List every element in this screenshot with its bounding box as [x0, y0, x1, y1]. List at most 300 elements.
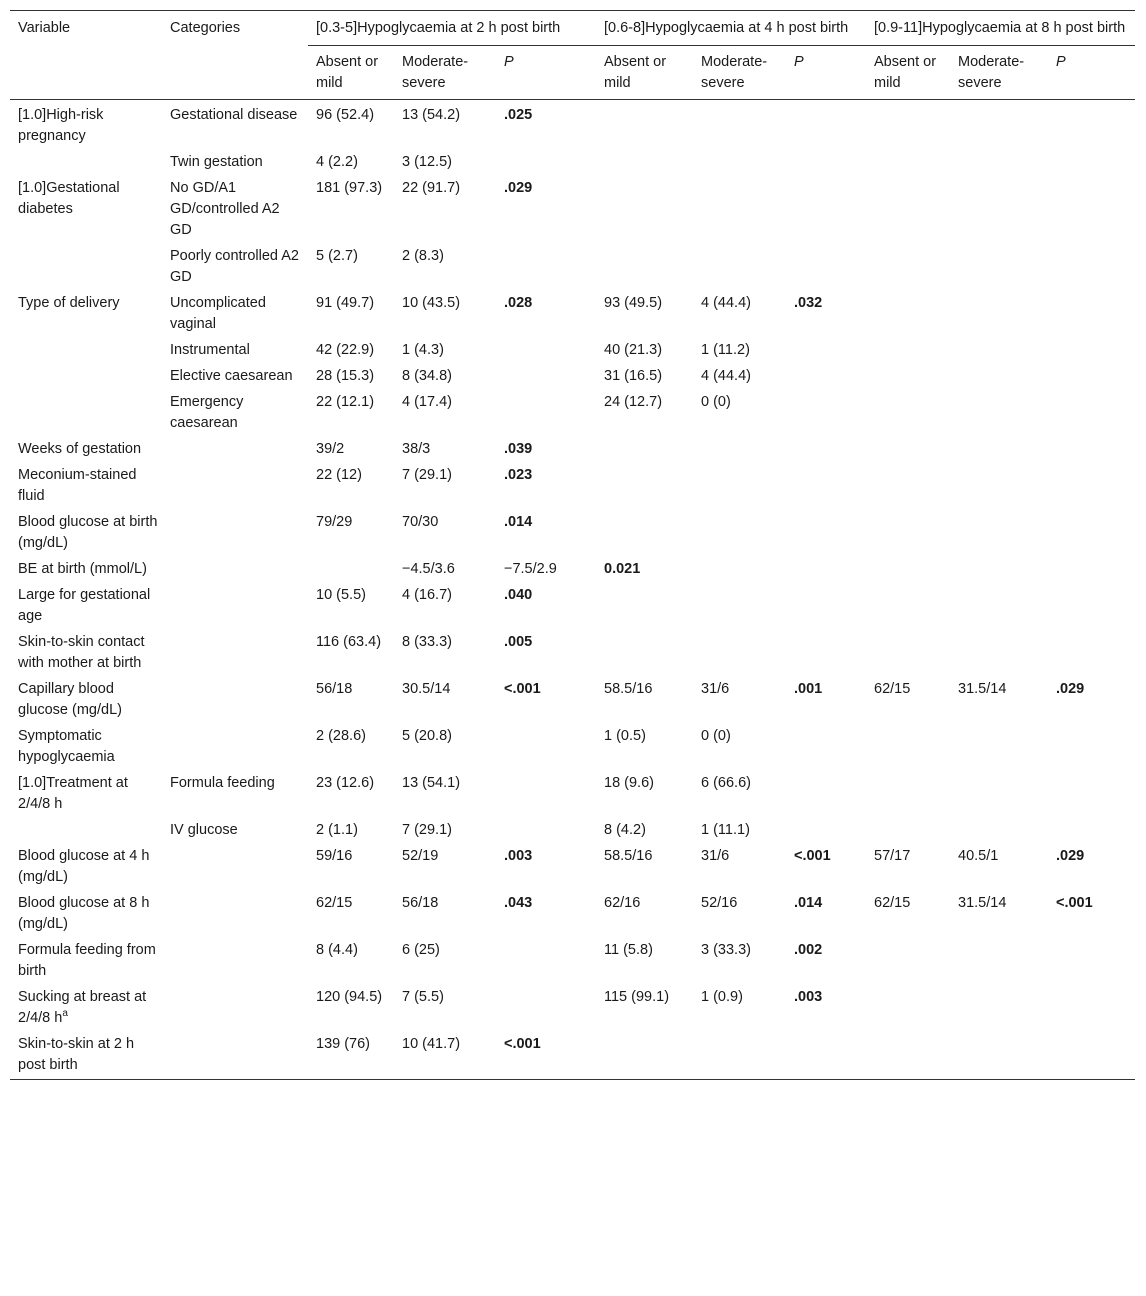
- cell-variable-text: Skin-to-skin contact with mother at birth: [18, 634, 145, 671]
- cell-moderate-4h: [693, 335, 786, 361]
- cell-moderate-2h: [394, 460, 496, 507]
- cell-moderate-2h-text: 8 (33.3): [402, 634, 452, 650]
- cell-variable-text: Capillary blood glucose (mg/dL): [18, 681, 122, 718]
- table-row: [10, 815, 1135, 841]
- cell-category-text: Twin gestation: [170, 154, 263, 170]
- cell-p-4h: [786, 434, 866, 460]
- cell-absent-2h: [308, 147, 394, 173]
- cell-moderate-2h-text: −4.5/3.6: [402, 561, 455, 577]
- cell-p-4h-text: .014: [794, 895, 823, 911]
- cell-moderate-2h-text: 13 (54.2): [402, 107, 461, 123]
- cell-absent-4h: [596, 241, 693, 288]
- cell-absent-2h: [308, 580, 394, 627]
- footnote-marker: a: [62, 1008, 68, 1020]
- cell-p-2h: [496, 507, 596, 554]
- cell-moderate-4h-text: 4 (44.4): [701, 295, 751, 311]
- cell-moderate-8h: [950, 288, 1048, 335]
- cell-moderate-4h: [693, 361, 786, 387]
- cell-absent-2h-text: 181 (97.3): [316, 180, 383, 196]
- cell-variable-text: Skin-to-skin at 2 h post birth: [18, 1036, 135, 1073]
- cell-absent-2h-text: 62/15: [316, 895, 353, 911]
- cell-variable: [10, 100, 162, 148]
- cell-absent-8h: [866, 361, 950, 387]
- cell-variable: [10, 627, 162, 674]
- cell-absent-4h-text: 0.021: [604, 561, 641, 577]
- cell-absent-4h-text: 24 (12.7): [604, 394, 663, 410]
- cell-p-2h: [496, 288, 596, 335]
- cell-moderate-8h: [950, 335, 1048, 361]
- cell-p-4h: [786, 173, 866, 241]
- cell-p-4h: [786, 554, 866, 580]
- cell-p-8h: [1048, 434, 1135, 460]
- cell-moderate-2h-text: 3 (12.5): [402, 154, 452, 170]
- cell-moderate-2h-text: 1 (4.3): [402, 342, 444, 358]
- table-row: [10, 674, 1135, 721]
- cell-moderate-2h-text: 2 (8.3): [402, 248, 444, 264]
- cell-moderate-2h: [394, 288, 496, 335]
- cell-absent-8h: [866, 507, 950, 554]
- cell-variable: [10, 241, 162, 288]
- cell-absent-2h: [308, 241, 394, 288]
- cell-absent-2h-text: 59/16: [316, 848, 353, 864]
- cell-moderate-4h: [693, 841, 786, 888]
- table-row: [10, 147, 1135, 173]
- table-row: [10, 841, 1135, 888]
- cell-absent-4h: [596, 335, 693, 361]
- cell-category: [162, 100, 308, 148]
- cell-moderate-2h-text: 56/18: [402, 895, 439, 911]
- cell-p-4h: [786, 721, 866, 768]
- cell-absent-8h: [866, 147, 950, 173]
- cell-p-2h-text: .023: [504, 467, 533, 483]
- table-row: [10, 100, 1135, 148]
- cell-absent-8h: [866, 841, 950, 888]
- cell-absent-4h: [596, 935, 693, 982]
- header-p-4h: P: [786, 46, 866, 100]
- cell-p-8h: [1048, 768, 1135, 815]
- cell-absent-4h-text: 93 (49.5): [604, 295, 663, 311]
- cell-p-2h: [496, 434, 596, 460]
- cell-p-4h: [786, 387, 866, 434]
- cell-moderate-4h: [693, 434, 786, 460]
- cell-category-text: Instrumental: [170, 342, 250, 358]
- table-row: [10, 361, 1135, 387]
- cell-category-text: Elective caesarean: [170, 368, 293, 384]
- cell-category: [162, 387, 308, 434]
- table-row: [10, 768, 1135, 815]
- cell-p-4h: [786, 841, 866, 888]
- cell-moderate-2h-text: 4 (17.4): [402, 394, 452, 410]
- cell-variable: [10, 434, 162, 460]
- cell-absent-8h: [866, 335, 950, 361]
- cell-moderate-4h: [693, 768, 786, 815]
- cell-category-text: Gestational disease: [170, 107, 298, 123]
- cell-moderate-4h: [693, 815, 786, 841]
- cell-moderate-2h-text: 7 (29.1): [402, 822, 452, 838]
- cell-absent-2h-text: 8 (4.4): [316, 942, 358, 958]
- cell-variable: [10, 982, 162, 1029]
- table-body: [10, 100, 1135, 1080]
- cell-variable: [10, 674, 162, 721]
- cell-moderate-8h: [950, 888, 1048, 935]
- cell-moderate-4h: [693, 1029, 786, 1080]
- cell-category-text: No GD/A1 GD/controlled A2 GD: [170, 180, 280, 238]
- cell-variable: [10, 768, 162, 815]
- cell-moderate-2h-text: 22 (91.7): [402, 180, 461, 196]
- cell-variable: [10, 460, 162, 507]
- cell-moderate-4h: [693, 387, 786, 434]
- cell-absent-8h-text: 62/15: [874, 895, 911, 911]
- table-row: [10, 335, 1135, 361]
- cell-p-2h: [496, 173, 596, 241]
- cell-variable-text: Formula feeding from birth: [18, 942, 156, 979]
- cell-category: [162, 288, 308, 335]
- cell-moderate-2h: [394, 674, 496, 721]
- cell-p-4h: [786, 674, 866, 721]
- cell-variable: [10, 147, 162, 173]
- cell-p-8h-text: .029: [1056, 681, 1085, 697]
- cell-p-4h: [786, 241, 866, 288]
- cell-p-8h: [1048, 173, 1135, 241]
- header-moderate-4h: Moderate-severe: [693, 46, 786, 100]
- cell-p-2h: [496, 888, 596, 935]
- cell-p-2h: [496, 580, 596, 627]
- cell-absent-4h: [596, 434, 693, 460]
- cell-variable: [10, 815, 162, 841]
- cell-moderate-2h: [394, 100, 496, 148]
- cell-absent-2h: [308, 627, 394, 674]
- cell-absent-2h-text: 91 (49.7): [316, 295, 375, 311]
- cell-p-2h: [496, 815, 596, 841]
- cell-category: [162, 173, 308, 241]
- cell-moderate-4h-text: 52/16: [701, 895, 738, 911]
- cell-category: [162, 627, 308, 674]
- cell-moderate-4h-text: 1 (11.1): [701, 822, 750, 838]
- cell-category-text: Emergency caesarean: [170, 394, 244, 431]
- cell-moderate-2h: [394, 1029, 496, 1080]
- cell-absent-8h: [866, 580, 950, 627]
- cell-moderate-2h: [394, 580, 496, 627]
- header-categories: Categories: [162, 11, 308, 46]
- cell-p-2h-text: <.001: [504, 681, 541, 697]
- cell-moderate-2h: [394, 147, 496, 173]
- cell-p-4h: [786, 580, 866, 627]
- cell-absent-4h: [596, 387, 693, 434]
- cell-moderate-2h-text: 4 (16.7): [402, 587, 452, 603]
- cell-p-2h-text: .039: [504, 441, 533, 457]
- cell-absent-8h: [866, 768, 950, 815]
- cell-p-2h: [496, 147, 596, 173]
- cell-moderate-8h: [950, 147, 1048, 173]
- cell-absent-8h: [866, 888, 950, 935]
- cell-absent-2h: [308, 507, 394, 554]
- cell-moderate-2h-text: 30.5/14: [402, 681, 451, 697]
- cell-absent-4h: [596, 674, 693, 721]
- cell-variable: [10, 361, 162, 387]
- cell-variable: [10, 554, 162, 580]
- cell-absent-8h: [866, 982, 950, 1029]
- cell-p-4h: [786, 1029, 866, 1080]
- cell-p-4h: [786, 627, 866, 674]
- cell-p-4h: [786, 147, 866, 173]
- cell-moderate-8h: [950, 507, 1048, 554]
- header-group-4h: [0.6-8]Hypoglycaemia at 4 h post birth: [596, 11, 866, 46]
- cell-moderate-4h-text: 31/6: [701, 681, 730, 697]
- table-row: [10, 241, 1135, 288]
- table-row: [10, 888, 1135, 935]
- cell-variable: [10, 335, 162, 361]
- cell-absent-2h-text: 116 (63.4): [316, 634, 382, 650]
- cell-p-8h: [1048, 627, 1135, 674]
- cell-moderate-8h-text: 40.5/1: [958, 848, 999, 864]
- cell-p-8h: [1048, 554, 1135, 580]
- cell-category: [162, 335, 308, 361]
- cell-variable: [10, 288, 162, 335]
- cell-moderate-4h: [693, 554, 786, 580]
- table-row: [10, 507, 1135, 554]
- cell-moderate-8h: [950, 768, 1048, 815]
- cell-p-4h: [786, 815, 866, 841]
- cell-moderate-2h: [394, 721, 496, 768]
- cell-moderate-2h-text: 7 (5.5): [402, 989, 444, 1005]
- header-p-2h: P: [496, 46, 596, 100]
- cell-absent-2h-text: 39/2: [316, 441, 345, 457]
- table-row: [10, 173, 1135, 241]
- cell-moderate-2h-text: 10 (43.5): [402, 295, 461, 311]
- cell-moderate-4h: [693, 982, 786, 1029]
- cell-absent-2h: [308, 173, 394, 241]
- cell-p-2h-text: .040: [504, 587, 533, 603]
- cell-variable-text: [1.0]Treatment at 2/4/8 h: [18, 775, 128, 812]
- cell-absent-2h: [308, 888, 394, 935]
- cell-p-4h-text: .003: [794, 989, 823, 1005]
- cell-variable-text: Blood glucose at 8 h (mg/dL): [18, 895, 150, 932]
- cell-p-8h: [1048, 982, 1135, 1029]
- cell-moderate-8h: [950, 460, 1048, 507]
- cell-variable: [10, 173, 162, 241]
- header-moderate-2h: Moderate-severe: [394, 46, 496, 100]
- cell-moderate-2h: [394, 387, 496, 434]
- cell-absent-2h-text: 22 (12): [316, 467, 362, 483]
- cell-p-2h: [496, 935, 596, 982]
- cell-p-8h: [1048, 387, 1135, 434]
- cell-absent-2h: [308, 935, 394, 982]
- cell-category: [162, 888, 308, 935]
- cell-absent-2h: [308, 434, 394, 460]
- cell-absent-4h: [596, 580, 693, 627]
- cell-absent-8h: [866, 173, 950, 241]
- table-row: [10, 387, 1135, 434]
- cell-moderate-4h-text: 31/6: [701, 848, 730, 864]
- cell-absent-8h: [866, 815, 950, 841]
- cell-category: [162, 1029, 308, 1080]
- header-absent-4h: Absent or mild: [596, 46, 693, 100]
- cell-absent-2h-text: 79/29: [316, 514, 353, 530]
- cell-moderate-8h: [950, 580, 1048, 627]
- cell-p-2h: [496, 982, 596, 1029]
- cell-variable-text: Meconium-stained fluid: [18, 467, 137, 504]
- cell-absent-4h: [596, 460, 693, 507]
- cell-p-4h-text: .032: [794, 295, 823, 311]
- cell-moderate-4h-text: 3 (33.3): [701, 942, 751, 958]
- cell-moderate-4h-text: 1 (11.2): [701, 342, 750, 358]
- cell-category: [162, 460, 308, 507]
- cell-moderate-8h: [950, 100, 1048, 148]
- cell-moderate-8h: [950, 434, 1048, 460]
- cell-absent-4h: [596, 888, 693, 935]
- cell-moderate-2h: [394, 841, 496, 888]
- cell-moderate-2h: [394, 241, 496, 288]
- cell-moderate-2h: [394, 888, 496, 935]
- cell-p-4h: [786, 335, 866, 361]
- cell-moderate-8h: [950, 674, 1048, 721]
- cell-absent-4h: [596, 1029, 693, 1080]
- cell-category: [162, 815, 308, 841]
- cell-absent-4h: [596, 100, 693, 148]
- cell-p-2h-text: .043: [504, 895, 533, 911]
- cell-p-2h: [496, 721, 596, 768]
- cell-absent-4h: [596, 627, 693, 674]
- cell-p-2h: [496, 241, 596, 288]
- header-variable: Variable: [10, 11, 162, 46]
- cell-variable: [10, 580, 162, 627]
- cell-moderate-2h-text: 38/3: [402, 441, 431, 457]
- cell-p-4h: [786, 982, 866, 1029]
- cell-moderate-8h: [950, 387, 1048, 434]
- cell-p-8h: [1048, 288, 1135, 335]
- cell-p-4h-text: .001: [794, 681, 823, 697]
- cell-moderate-8h: [950, 721, 1048, 768]
- cell-p-2h: [496, 387, 596, 434]
- cell-p-2h-text: .003: [504, 848, 533, 864]
- cell-moderate-4h: [693, 721, 786, 768]
- cell-absent-2h: [308, 460, 394, 507]
- cell-p-2h-text: −7.5/2.9: [504, 561, 557, 577]
- cell-absent-8h-text: 57/17: [874, 848, 911, 864]
- cell-category: [162, 674, 308, 721]
- cell-p-2h: [496, 627, 596, 674]
- cell-absent-2h: [308, 768, 394, 815]
- cell-moderate-2h: [394, 627, 496, 674]
- cell-p-2h-text: .014: [504, 514, 533, 530]
- cell-moderate-8h: [950, 982, 1048, 1029]
- cell-p-8h: [1048, 460, 1135, 507]
- cell-moderate-2h-text: 8 (34.8): [402, 368, 452, 384]
- cell-absent-2h: [308, 335, 394, 361]
- cell-absent-8h: [866, 935, 950, 982]
- cell-category: [162, 580, 308, 627]
- cell-absent-2h: [308, 674, 394, 721]
- cell-moderate-2h-text: 7 (29.1): [402, 467, 452, 483]
- cell-absent-4h: [596, 507, 693, 554]
- cell-p-4h-text: <.001: [794, 848, 831, 864]
- cell-absent-2h-text: 120 (94.5): [316, 989, 383, 1005]
- cell-absent-8h: [866, 721, 950, 768]
- cell-p-2h: [496, 1029, 596, 1080]
- cell-moderate-2h-text: 6 (25): [402, 942, 440, 958]
- cell-moderate-8h: [950, 173, 1048, 241]
- cell-absent-4h-text: 40 (21.3): [604, 342, 663, 358]
- cell-moderate-2h-text: 70/30: [402, 514, 439, 530]
- cell-moderate-4h: [693, 173, 786, 241]
- cell-moderate-4h: [693, 674, 786, 721]
- cell-moderate-2h: [394, 982, 496, 1029]
- cell-p-4h: [786, 935, 866, 982]
- cell-p-2h-text: .028: [504, 295, 533, 311]
- cell-variable-text: Large for gestational age: [18, 587, 151, 624]
- cell-p-4h-text: .002: [794, 942, 823, 958]
- cell-absent-2h-text: 5 (2.7): [316, 248, 358, 264]
- cell-moderate-4h: [693, 507, 786, 554]
- cell-p-4h: [786, 888, 866, 935]
- cell-p-8h: [1048, 100, 1135, 148]
- cell-p-2h-text: .025: [504, 107, 533, 123]
- header-p-8h: P: [1048, 46, 1135, 100]
- header-absent-2h: Absent or mild: [308, 46, 394, 100]
- cell-p-8h: [1048, 335, 1135, 361]
- cell-p-8h: [1048, 888, 1135, 935]
- cell-p-8h: [1048, 580, 1135, 627]
- table-row: [10, 554, 1135, 580]
- cell-variable-text: Type of delivery: [18, 295, 120, 311]
- cell-p-8h-text: .029: [1056, 848, 1085, 864]
- cell-moderate-2h-text: 13 (54.1): [402, 775, 461, 791]
- cell-category: [162, 434, 308, 460]
- cell-p-8h-text: <.001: [1056, 895, 1093, 911]
- cell-moderate-8h: [950, 627, 1048, 674]
- cell-category: [162, 241, 308, 288]
- cell-p-2h: [496, 100, 596, 148]
- cell-variable: [10, 1029, 162, 1080]
- cell-category: [162, 768, 308, 815]
- cell-absent-2h-text: 42 (22.9): [316, 342, 375, 358]
- cell-absent-2h-text: 96 (52.4): [316, 107, 375, 123]
- cell-moderate-2h: [394, 434, 496, 460]
- cell-variable: [10, 935, 162, 982]
- cell-absent-4h-text: 11 (5.8): [604, 942, 653, 958]
- cell-category: [162, 147, 308, 173]
- cell-variable: [10, 841, 162, 888]
- cell-variable-text: Blood glucose at 4 h (mg/dL): [18, 848, 150, 885]
- cell-absent-4h-text: 62/16: [604, 895, 641, 911]
- cell-absent-2h-text: 2 (28.6): [316, 728, 366, 744]
- header-absent-8h: Absent or mild: [866, 46, 950, 100]
- table-row: [10, 580, 1135, 627]
- cell-absent-2h: [308, 288, 394, 335]
- cell-moderate-4h: [693, 100, 786, 148]
- header-group-8h: [0.9-11]Hypoglycaemia at 8 h post birth: [866, 11, 1135, 46]
- cell-moderate-8h: [950, 361, 1048, 387]
- cell-moderate-4h: [693, 627, 786, 674]
- cell-absent-2h-text: 23 (12.6): [316, 775, 375, 791]
- cell-p-8h: [1048, 935, 1135, 982]
- table-row: [10, 460, 1135, 507]
- cell-p-2h: [496, 460, 596, 507]
- cell-absent-8h: [866, 674, 950, 721]
- cell-p-4h: [786, 288, 866, 335]
- cell-absent-4h-text: 1 (0.5): [604, 728, 646, 744]
- cell-absent-4h: [596, 173, 693, 241]
- table-row: [10, 434, 1135, 460]
- cell-p-2h-text: <.001: [504, 1036, 541, 1052]
- cell-variable-text: [1.0]High-risk pregnancy: [18, 107, 104, 144]
- cell-p-2h-text: .005: [504, 634, 533, 650]
- cell-absent-2h-text: 10 (5.5): [316, 587, 366, 603]
- cell-absent-2h: [308, 387, 394, 434]
- cell-moderate-4h-text: 1 (0.9): [701, 989, 743, 1005]
- table-container: [10, 10, 1135, 1080]
- cell-category: [162, 721, 308, 768]
